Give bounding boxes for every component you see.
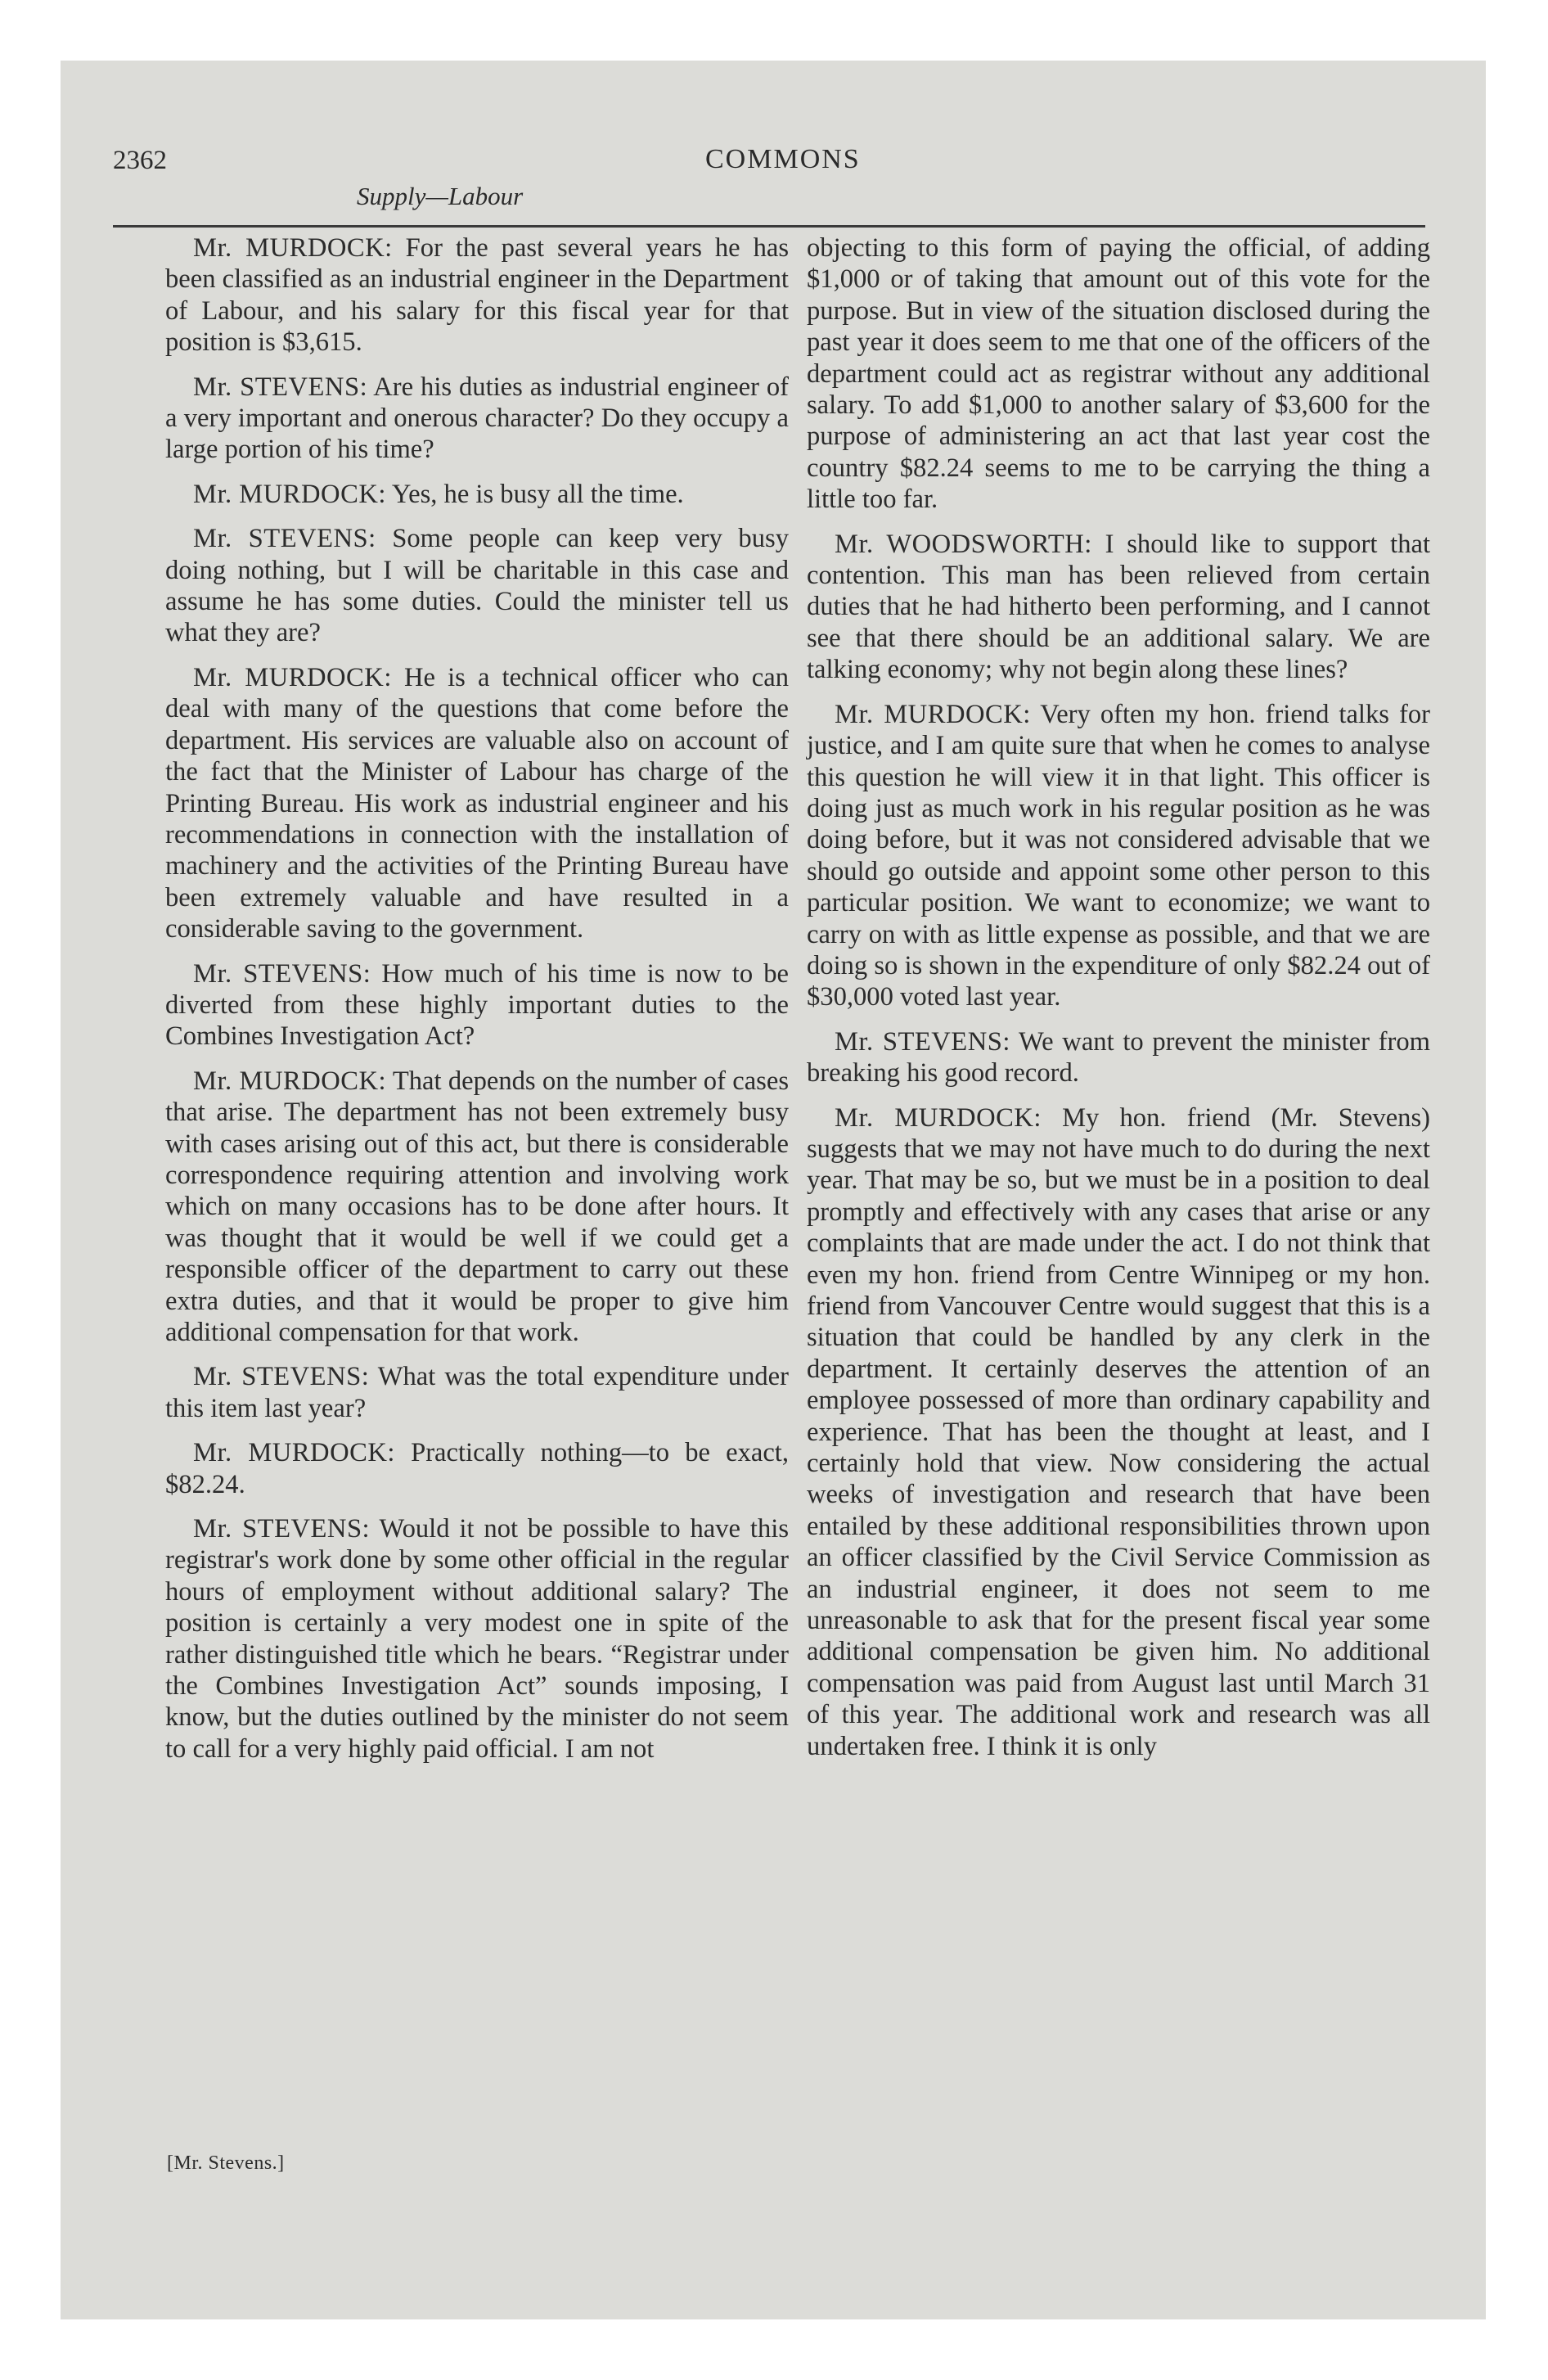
speech-text: We want to prevent the minister from breaking his good record.: [807, 1026, 1431, 1089]
speech-paragraph: [807, 699, 1430, 1013]
speech-text: Are his duties as industrial engineer of a very important and onerous character? Do they occupy a large portion of his time?: [165, 372, 789, 465]
running-subheading: Supply—Labour: [357, 182, 524, 210]
speech-text: Yes, he is busy all the time.: [391, 479, 684, 509]
speech-paragraph: [165, 523, 789, 649]
speaker-name: Mr. MURDOCK:: [193, 233, 393, 263]
speech-text: What was the total expenditure under this item last year?: [165, 1362, 789, 1423]
speech-paragraph: [807, 1102, 1430, 1763]
speaker-name: Mr. MURDOCK:: [193, 1438, 395, 1468]
speech-paragraph: [165, 232, 789, 358]
speech-paragraph: [165, 662, 789, 945]
speech-text: Practically nothing—to be exact, $82.24.: [165, 1438, 789, 1499]
speech-paragraph: [165, 1437, 789, 1500]
speech-text: He is a technical officer who can deal with many of the questions that come before the department. His services are valuable also on account of the fact that the Minister of Labour has charge of the Printing Bureau. His work as industrial engineer and his recommendations in connection with the installation of machinery and the activities of the Printing Bureau have been extremely valuable and have resulted in a considerable saving to the government.: [165, 662, 789, 944]
right-column: [807, 232, 1430, 1775]
header-rule: [113, 225, 1425, 228]
speech-text: That depends on the number of cases that arise. The department has not been extremely busy with cases arising out of this act, but there is considerable correspondence requiring attention and involving work which on many occasions has to be done after hours. It was thought that it would be well if we could get a responsible officer of the department to carry out these extra duties, and that it would be proper to give him additional compensation for that work.: [165, 1066, 789, 1347]
speaker-name: Mr. MURDOCK:: [193, 479, 386, 509]
speaker-name: Mr. MURDOCK:: [835, 699, 1031, 729]
speaker-name: Mr. STEVENS:: [193, 1514, 371, 1544]
speaker-name: Mr. MURDOCK:: [193, 662, 392, 692]
speech-text: How much of his time is now to be diverted from these highly important duties to the Combines Investigation Act?: [165, 958, 789, 1052]
speech-text: For the past several years he has been classified as an industrial engineer in the Department of Labour, and his salary for this fiscal year for that position is $3,615.: [165, 233, 789, 358]
speech-text: My hon. friend (Mr. Stevens) suggests that we may not have much to do during the next year. That may be so, but we must be in a position to deal promptly and effectively with any cases that arise or any complaints that are made under the act. I do not think that even my hon. friend from Centre Winnipeg or my hon. friend from Vancouver Centre would suggest that this is a situation that could be handled by any clerk in the department. It certainly deserves the attention of an employee possessed of more than ordinary capability and experience. That has been the thought at least, and I certainly hold that view. Now considering the actual weeks of investigation and research that have been entailed by these additional responsibilities thrown upon an officer classified by the Civil Service Commission as an industrial engineer, it does not seem to me unreasonable to ask that for the present fiscal year some additional compensation be given him. No additional compensation was paid from August last until March 31 of this year. The additional work and research was all undertaken free. I think it is only: [807, 1102, 1430, 1761]
speaker-name: Mr. STEVENS:: [193, 524, 376, 554]
speech-text: objecting to this form of paying the official, of adding $1,000 or of taking that amount out of this vote for the purpose. But in view of the situation disclosed during the past year it does seem to me that one of the officers of the department could act as registrar without any additional salary. To add $1,000 to another salary of $3,600 for the purpose of administering an act that last year cost the country $82.24 seems to me to be carrying the thing a little too far.: [807, 233, 1430, 515]
speaker-name: Mr. MURDOCK:: [193, 1066, 387, 1096]
speaker-name: Mr. STEVENS:: [193, 958, 371, 989]
speech-paragraph: [807, 1026, 1430, 1089]
speaker-name: Mr. STEVENS:: [193, 1362, 370, 1392]
speech-text: Very often my hon. friend talks for justice, and I am quite sure that when he comes to analyse this question he will view it in that light. This officer is doing just as much work in his regular position as he was doing before, but it was not considered advisable that we should go outside and appoint some other person to this particular position. We want to economize; we want to carry on with as little expense as possible, and that we are doing so is shown in the expenditure of only $82.24 out of $30,000 voted last year.: [807, 699, 1430, 1012]
left-column: [165, 232, 789, 1778]
speech-paragraph: [165, 1066, 789, 1349]
speech-paragraph: [807, 232, 1430, 516]
speaker-name: Mr. STEVENS:: [835, 1026, 1010, 1057]
speech-text: I should like to support that contention. This man has been relieved from certain duties that he had hitherto been performing, and I cannot see that there should be an additional salary. We are talking economy; why not begin along these lines?: [807, 529, 1430, 685]
speech-text: Some people can keep very busy doing nothing, but I will be charitable in this case and assume he has some duties. Could the minister tell us what they are?: [165, 524, 789, 648]
speech-paragraph: [165, 372, 789, 466]
speech-paragraph: [165, 479, 789, 510]
speaker-name: Mr. STEVENS:: [193, 372, 368, 402]
speech-paragraph: [165, 1513, 789, 1765]
footer-speaker-note: [Mr. Stevens.]: [167, 2152, 285, 2174]
speaker-name: Mr. WOODSWORTH:: [835, 529, 1092, 559]
speech-paragraph: [165, 1361, 789, 1424]
speaker-name: Mr. MURDOCK:: [835, 1102, 1042, 1133]
speech-paragraph: [165, 958, 789, 1053]
journal-title: COMMONS: [705, 144, 861, 174]
speech-text: Would it not be possible to have this registrar's work done by some other official in the regular hours of employment without additional salary? The position is certainly a very modest one in spite of the rather distinguished title which he bears. “Registrar under the Combines Investigation Act” sounds imposing, I know, but the duties outlined by the minister do not seem to call for a very highly paid official. I am not: [165, 1514, 789, 1764]
page-number: 2362: [113, 146, 167, 175]
speech-paragraph: [807, 529, 1430, 686]
